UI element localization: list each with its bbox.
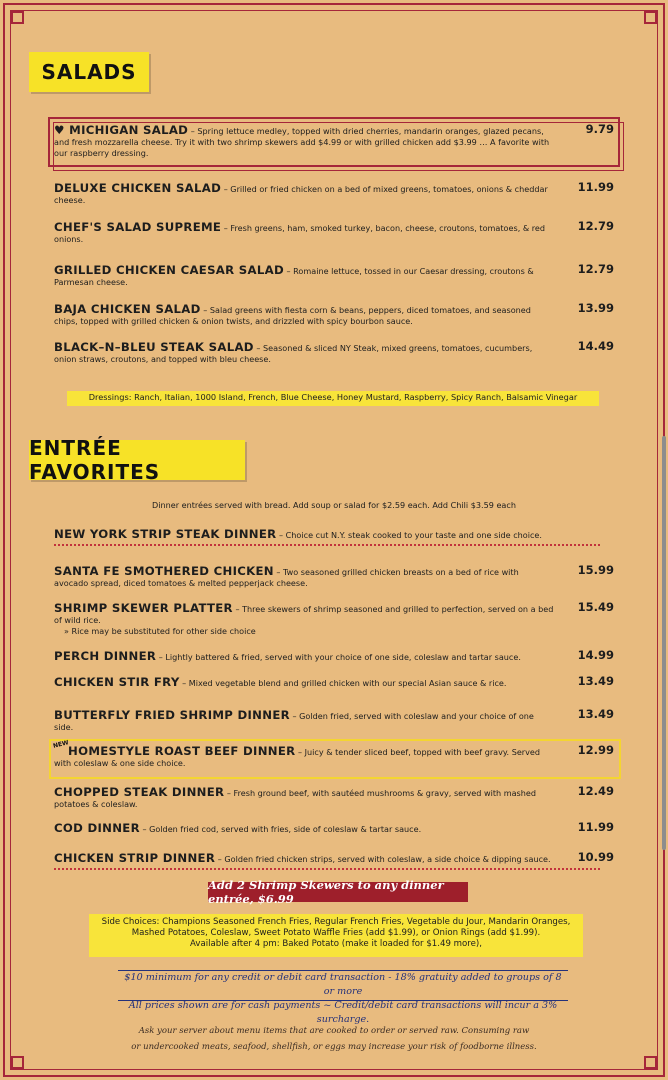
item-description: – Salad greens with fiesta corn & beans, peppers, diced tomatoes, and seasoned chips, topped with grilled chicken & onion twists, and drizzled with spicy bourbon sauce. [54, 305, 531, 326]
menu-item-deluxe-chicken-salad [54, 180, 614, 206]
shrimp-addon-banner: Add 2 Shrimp Skewers to any dinner entrée, $6.99 [208, 882, 468, 902]
side-choices-line: Available after 4 pm: Baked Potato (make it loaded for $1.49 more), [189, 939, 482, 949]
item-description: – Juicy & tender sliced beef, topped with beef gravy. Served with coleslaw & one side choice. [54, 747, 541, 768]
disclaimer-line: or undercooked meats, seafood, shellfish, or eggs may increase your risk of foodborne illness. [131, 1042, 537, 1052]
menu-item-chefs-salad [54, 219, 614, 245]
payment-rule [118, 970, 568, 971]
disclaimer-line: Ask your server about menu items that are cooked to order or served raw. Consuming raw [138, 1026, 530, 1036]
menu-item-black-n-bleu-steak-salad [54, 339, 614, 365]
food-safety-disclaimer [0, 1023, 668, 1055]
item-name: CHEF'S SALAD SUPREME [54, 220, 222, 234]
item-price: 14.49 [577, 339, 614, 353]
item-price: 12.99 [577, 743, 614, 757]
item-price: 13.49 [577, 674, 614, 688]
item-description: – Choice cut N.Y. steak cooked to your taste and one side choice. [279, 530, 542, 540]
side-choices [89, 914, 583, 957]
item-description: – Golden fried chicken strips, served with coleslaw, a side choice & dipping sauce. [217, 854, 551, 864]
menu-item-caesar-salad [54, 262, 614, 288]
payment-line: $10 minimum for any credit or debit card transaction - 18% gratuity added to groups of 8 or more [124, 972, 562, 997]
item-price: 12.79 [577, 219, 614, 233]
menu-item-chicken-strip-dinner [54, 850, 614, 865]
item-price: 14.99 [577, 648, 614, 662]
menu-item-cod-dinner [54, 820, 614, 835]
side-choices-line: Mashed Potatoes, Coleslaw, Sweet Potato Waffle Fries (add $1.99), or Onion Rings (add $1.99). [131, 928, 541, 938]
item-description: – Fresh greens, ham, smoked turkey, bacon, cheese, croutons, tomatoes, & red onions. [54, 223, 546, 244]
menu-item-baja-chicken-salad [54, 301, 614, 327]
item-price: 13.99 [577, 301, 614, 315]
menu-item-michigan-salad [54, 122, 614, 159]
item-price: 9.79 [585, 122, 614, 136]
item-name: CHICKEN STRIP DINNER [54, 851, 216, 865]
item-name: BLACK–N–BLEU STEAK SALAD [54, 340, 254, 354]
item-price: 15.99 [577, 563, 614, 577]
menu-item-chicken-stir-fry [54, 674, 614, 689]
payment-notice [118, 970, 568, 1027]
item-name: SHRIMP SKEWER PLATTER [54, 601, 233, 615]
dotted-divider [54, 544, 600, 546]
corner-ornament [644, 1056, 657, 1069]
item-description: – Mixed vegetable blend and grilled chicken with our special Asian sauce & rice. [182, 678, 507, 688]
payment-rule [118, 1000, 568, 1001]
item-note: » Rice may be substituted for other side choice [64, 626, 256, 636]
menu-item-shrimp-skewer-platter [54, 600, 614, 637]
corner-ornament [644, 11, 657, 24]
corner-ornament [11, 1056, 24, 1069]
item-name: GRILLED CHICKEN CAESAR SALAD [54, 263, 284, 277]
dotted-divider [54, 868, 600, 870]
item-name: BUTTERFLY FRIED SHRIMP DINNER [54, 708, 290, 722]
item-description: – Seasoned & sliced NY Steak, mixed greens, tomatoes, cucumbers, onion straws, croutons, and topped with bleu cheese. [54, 343, 533, 364]
item-description: – Fresh ground beef, with sautéed mushrooms & gravy, served with mashed potatoes & coleslaw. [54, 788, 537, 809]
side-choices-line: Side Choices: Champions Seasoned French Fries, Regular French Fries, Vegetable du Jour, Mandarin Oranges, [101, 917, 571, 927]
corner-ornament [11, 11, 24, 24]
new-badge: NEW [52, 739, 70, 750]
item-description: – Two seasoned grilled chicken breasts on a bed of rice with avocado spread, diced tomatoes & melted pepperjack cheese. [54, 567, 519, 588]
entree-intro: Dinner entrées served with bread. Add soup or salad for $2.59 each. Add Chili $3.59 each [152, 500, 516, 510]
item-price: 11.99 [577, 180, 614, 194]
item-description: – Romaine lettuce, tossed in our Caesar dressing, croutons & Parmesan cheese. [54, 266, 534, 287]
item-name: COD DINNER [54, 821, 140, 835]
menu-item-butterfly-shrimp [54, 707, 614, 733]
scrollbar[interactable] [662, 436, 666, 850]
payment-line: All prices shown are for cash payments ~ Credit/debit card transactions will incur a 3% surcharge. [128, 1000, 558, 1025]
item-name: PERCH DINNER [54, 649, 157, 663]
item-description: – Golden fried, served with coleslaw and your choice of one side. [54, 711, 534, 732]
item-price: 11.99 [577, 820, 614, 834]
heart-icon: ♥ [54, 123, 65, 137]
item-name: CHOPPED STEAK DINNER [54, 785, 225, 799]
item-price: 10.99 [577, 850, 614, 864]
item-price: 15.49 [577, 600, 614, 614]
salads-heading: SALADS [29, 52, 149, 92]
item-name: MICHIGAN SALAD [69, 123, 189, 137]
dressings-list: Dressings: Ranch, Italian, 1000 Island, French, Blue Cheese, Honey Mustard, Raspberry, Spicy Ranch, Balsamic Vinegar [67, 391, 599, 406]
item-name: BAJA CHICKEN SALAD [54, 302, 201, 316]
menu-item-santa-fe-chicken [54, 563, 614, 589]
item-name: DELUXE CHICKEN SALAD [54, 181, 222, 195]
item-name: SANTA FE SMOTHERED CHICKEN [54, 564, 274, 578]
item-description: – Spring lettuce medley, topped with dried cherries, mandarin oranges, glazed pecans, and fresh mozzarella cheese. Try it with two shrimp skewers add $4.99 or with grilled chicken add $3.99 … A favorite with our raspberry dressing. [54, 126, 550, 158]
menu-item-perch-dinner [54, 648, 614, 663]
item-description: – Grilled or fried chicken on a bed of mixed greens, tomatoes, onions & cheddar cheese. [54, 184, 548, 205]
item-price: 12.49 [577, 784, 614, 798]
item-description: – Lightly battered & fried, served with your choice of one side, coleslaw and tartar sauce. [158, 652, 521, 662]
item-name: NEW YORK STRIP STEAK DINNER [54, 527, 277, 541]
item-name: CHICKEN STIR FRY [54, 675, 180, 689]
item-description: – Golden fried cod, served with fries, side of coleslaw & tartar sauce. [142, 824, 422, 834]
entree-heading: ENTRÉE FAVORITES [29, 440, 245, 480]
menu-item-ny-strip-steak [54, 529, 614, 541]
item-price: 13.49 [577, 707, 614, 721]
item-name: HOMESTYLE ROAST BEEF DINNER [68, 744, 296, 758]
menu-item-chopped-steak [54, 784, 614, 810]
item-price: 12.79 [577, 262, 614, 276]
item-description: – Three skewers of shrimp seasoned and grilled to perfection, served on a bed of wild rice. [54, 604, 554, 625]
